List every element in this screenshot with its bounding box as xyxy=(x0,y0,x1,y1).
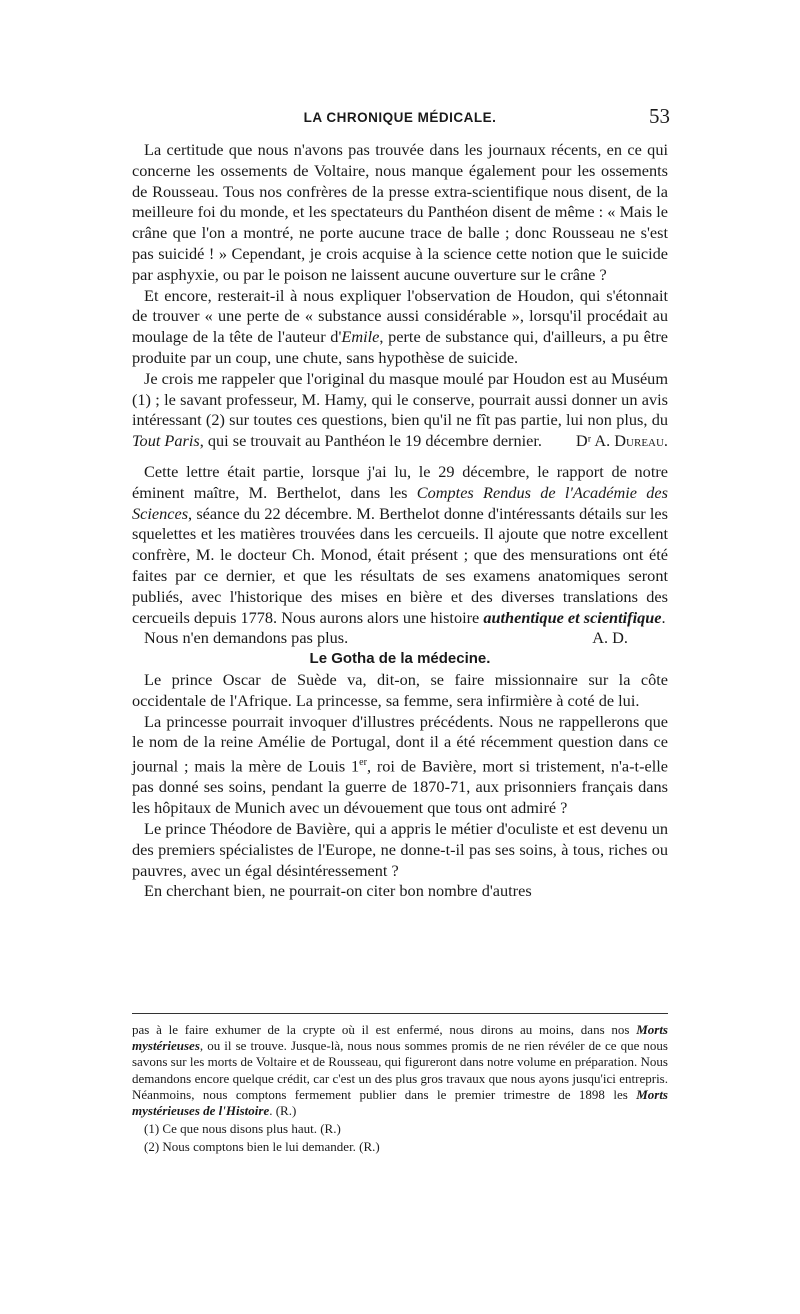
signature-ad: A. D. xyxy=(592,628,628,648)
footnote-1: (1) Ce que nous disons plus haut. (R.) xyxy=(144,1121,341,1137)
paragraph-2: Et encore, resterait-il à nous expliquer l'observation de Houdon, qui s'étonnait de trouver « une perte de « substance aussi considérable », lorsqu'il procédait au moulage de la tête de l'auteur d'Emile, perte de substance qui, d'ailleurs, a pu être produite par un coup, une chute, sans hypothèse de suicide. xyxy=(132,285,668,367)
footnote-continuation: pas à le faire exhumer de la crypte où il est enfermé, nous dirons au moins, dans nos Morts mystérieuses, ou il se trouve. Jusque-là, nous nous sommes promis de ne rien révéler de ce que nous savons sur les morts de Voltaire et de Rousseau, qui figureront dans notre volume en préparation. Nous demandons encore quelque crédit, car c'est un des plus gros travaux que nous ayons jusqu'ici entrepris. Néanmoins, nous comptons fermement publier dans le premier trimestre de 1898 les Morts mystérieuses de l'Histoire. (R.) xyxy=(132,1022,668,1119)
paragraph-6: Le prince Oscar de Suède va, dit-on, se faire missionnaire sur la côte occidentale de l'Afrique. La princesse, sa femme, sera infirmière à coté de lui. xyxy=(132,669,668,710)
footnotes xyxy=(132,1022,668,1156)
running-head xyxy=(130,104,670,132)
paragraph-3: Je crois me rappeler que l'original du masque moulé par Houdon est au Muséum (1) ; le savant professeur, M. Hamy, qui le conserve, pourrait aussi donner un avis intéressant (2) sur toutes ces questions, bien qu'il ne fît pas partie, lui non plus, du Tout Paris, qui se trouvait au Panthéon le 19 décembre dernier. Dʳ A. Dureau. xyxy=(132,368,668,451)
footnote-2: (2) Nous comptons bien le lui demander. (R.) xyxy=(144,1139,380,1155)
tout-paris: Tout Paris xyxy=(132,431,200,451)
section-heading: Le Gotha de la médecine. xyxy=(309,650,491,668)
paragraph-1: La certitude que nous n'avons pas trouvée dans les journaux récents, en ce qui concerne les ossements de Voltaire, nous manque également pour les ossements de Rousseau. Tous nos confrères de la presse extra-scientifique nous disent, de la meilleure foi du monde, et les spectateurs du Panthéon disent de même : « Mais le crâne que l'on a montré, ne porte aucune trace de balle ; donc Rousseau ne s'est pas suicidé ! » Cependant, je crois acquise à la science cette notion que le suicide par asphyxie, ou par le poison ne laissent aucune ouverture sur le crâne ? xyxy=(132,140,668,284)
comptes-rendus-title: Comptes Rendus de l'Académie des Sciences xyxy=(132,482,668,523)
paragraph-9: En cherchant bien, ne pourrait-on citer bon nombre d'autres xyxy=(144,881,532,901)
article-body xyxy=(132,140,668,902)
paragraph-7: La princesse pourrait invoquer d'illustres précédents. Nous ne rappellerons que le nom de la reine Amélie de Portugal, dont il a été récemment question dans ce journal ; mais la mère de Louis 1er, roi de Bavière, mort si tristement, n'a-t-elle pas donné ses soins, pendant la guerre de 1870-71, aux prisonniers français dans les hôpitaux de Munich avec un dévouement que tous ont admiré ? xyxy=(132,711,668,818)
emile-title: Emile xyxy=(341,327,380,347)
footnote-divider xyxy=(132,1013,668,1014)
running-title: LA CHRONIQUE MÉDICALE. xyxy=(303,110,497,125)
page-number: 53 xyxy=(649,104,670,128)
paragraph-8: Le prince Théodore de Bavière, qui a appris le métier d'oculiste et est devenu un des premiers spécialistes de l'Europe, ne donne-t-il pas ses soins, à tous, riches ou pauvres, avec un égal désintéressement ? xyxy=(132,818,668,880)
authentique-phrase: authentique et scientifique xyxy=(483,607,662,627)
signature-dureau: Dʳ A. Dureau. xyxy=(575,431,668,451)
paragraph-5: Nous n'en demandons pas plus. A. D. xyxy=(144,628,628,648)
paragraph-4: Cette lettre était partie, lorsque j'ai lu, le 29 décembre, le rapport de notre éminent maître, M. Berthelot, dans les Comptes Rendus de l'Académie des Sciences, séance du 22 décembre. M. Berthelot donne d'intéressants détails sur les squelettes et les matières trouvées dans les cercueils. Il ajoute que notre excellent confrère, M. le docteur Ch. Monod, était présent ; que des mensurations ont été faites par ce dernier, et que les résultats de ses examens anatomiques seront publiés, avec l'historique des mises en bière et des diverses translations des cercueils depuis 1778. Nous aurons alors une histoire authentique et scientifique. xyxy=(132,461,668,627)
